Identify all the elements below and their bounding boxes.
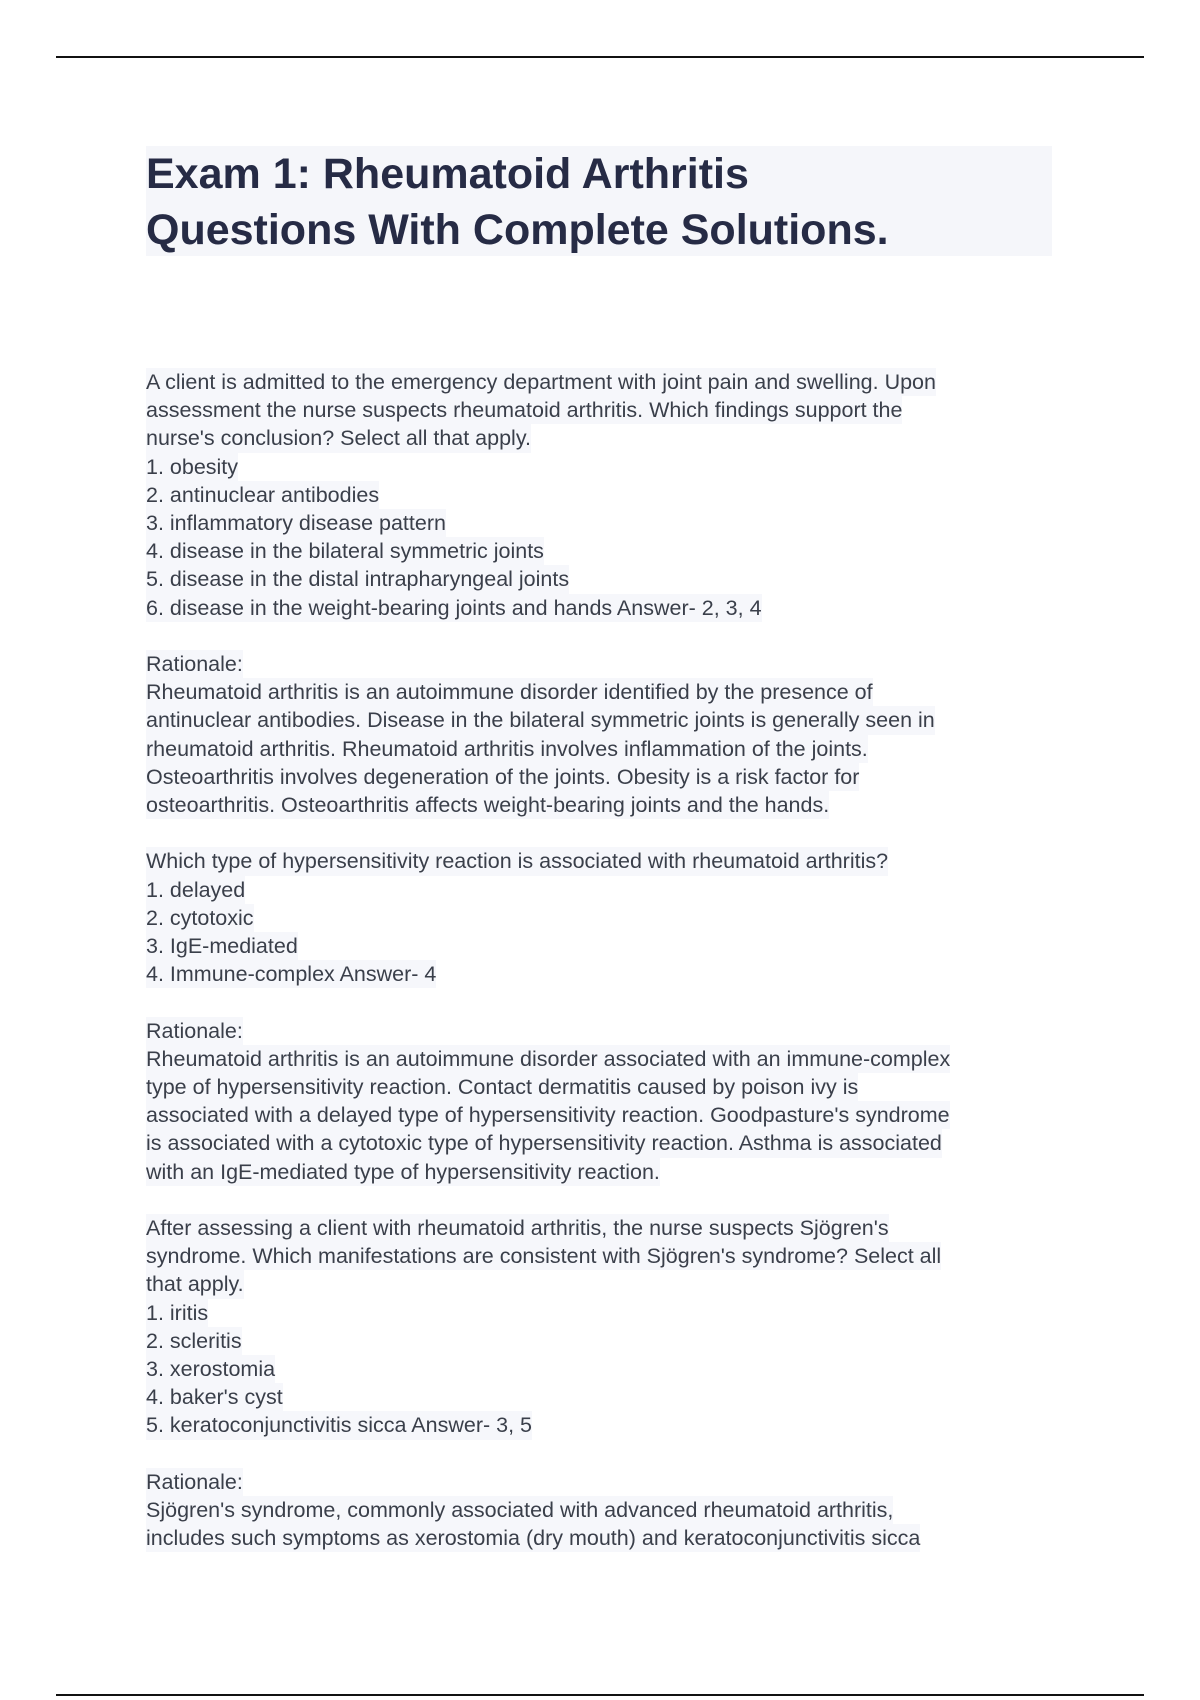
answer-option: 1. delayed	[146, 876, 245, 904]
question-stem-line: A client is admitted to the emergency department with joint pain and swelling. Upon	[146, 368, 936, 396]
question-stem-line: Which type of hypersensitivity reaction is associated with rheumatoid arthritis?	[146, 847, 888, 875]
answer-option: 2. scleritis	[146, 1327, 242, 1355]
title-line: Exam 1: Rheumatoid Arthritis	[146, 150, 749, 198]
answer-option: 1. iritis	[146, 1299, 208, 1327]
bottom-rule	[56, 1694, 1144, 1696]
answer-option: 4. baker's cyst	[146, 1383, 283, 1411]
answer-option: 3. xerostomia	[146, 1355, 275, 1383]
question-stem-line: After assessing a client with rheumatoid arthritis, the nurse suspects Sjögren's	[146, 1214, 889, 1242]
rationale-label: Rationale:	[146, 650, 243, 678]
answer-option: 3. inflammatory disease pattern	[146, 509, 446, 537]
question-stem-line: that apply.	[146, 1270, 244, 1298]
rationale-line: Osteoarthritis involves degeneration of the joints. Obesity is a risk factor for	[146, 763, 859, 791]
spacer	[146, 1440, 1076, 1468]
rationale-line: associated with a delayed type of hypersensitivity reaction. Goodpasture's syndrome	[146, 1101, 950, 1129]
rationale-line: rheumatoid arthritis. Rheumatoid arthritis involves inflammation of the joints.	[146, 735, 868, 763]
question-stem-line: nurse's conclusion? Select all that apply.	[146, 424, 531, 452]
question-3	[146, 1214, 1076, 1552]
question-1	[146, 368, 1076, 819]
answer-option: 2. antinuclear antibodies	[146, 481, 379, 509]
spacer	[146, 1186, 1076, 1214]
question-2	[146, 847, 1076, 1185]
answer-option: 1. obesity	[146, 453, 238, 481]
document-body	[146, 368, 1076, 1552]
rationale-line: antinuclear antibodies. Disease in the bilateral symmetric joints is generally seen in	[146, 706, 935, 734]
rationale-label: Rationale:	[146, 1017, 243, 1045]
answer-option: 4. Immune-complex Answer- 4	[146, 960, 436, 988]
document-title-block	[146, 146, 1052, 256]
answer-option: 5. disease in the distal intrapharyngeal joints	[146, 565, 569, 593]
answer-option: 5. keratoconjunctivitis sicca Answer- 3, 5	[146, 1411, 532, 1439]
rationale-line: Rheumatoid arthritis is an autoimmune disorder identified by the presence of	[146, 678, 873, 706]
spacer	[146, 622, 1076, 650]
rationale-label: Rationale:	[146, 1468, 243, 1496]
question-stem-line: syndrome. Which manifestations are consistent with Sjögren's syndrome? Select all	[146, 1242, 941, 1270]
rationale-line: osteoarthritis. Osteoarthritis affects weight-bearing joints and the hands.	[146, 791, 829, 819]
spacer	[146, 988, 1076, 1016]
spacer	[146, 819, 1076, 847]
question-stem-line: assessment the nurse suspects rheumatoid arthritis. Which findings support the	[146, 396, 902, 424]
rationale-line: type of hypersensitivity reaction. Contact dermatitis caused by poison ivy is	[146, 1073, 858, 1101]
answer-option: 2. cytotoxic	[146, 904, 254, 932]
answer-option: 6. disease in the weight-bearing joints and hands Answer- 2, 3, 4	[146, 594, 762, 622]
rationale-line: Rheumatoid arthritis is an autoimmune disorder associated with an immune-complex	[146, 1045, 950, 1073]
rationale-line: Sjögren's syndrome, commonly associated with advanced rheumatoid arthritis,	[146, 1496, 893, 1524]
title-line: Questions With Complete Solutions.	[146, 206, 889, 254]
top-rule	[56, 56, 1144, 58]
answer-option: 3. IgE-mediated	[146, 932, 298, 960]
rationale-line: is associated with a cytotoxic type of hypersensitivity reaction. Asthma is associated	[146, 1129, 942, 1157]
answer-option: 4. disease in the bilateral symmetric joints	[146, 537, 544, 565]
rationale-line: with an IgE-mediated type of hypersensitivity reaction.	[146, 1158, 660, 1186]
rationale-line: includes such symptoms as xerostomia (dry mouth) and keratoconjunctivitis sicca	[146, 1524, 920, 1552]
document-title	[146, 146, 1052, 258]
